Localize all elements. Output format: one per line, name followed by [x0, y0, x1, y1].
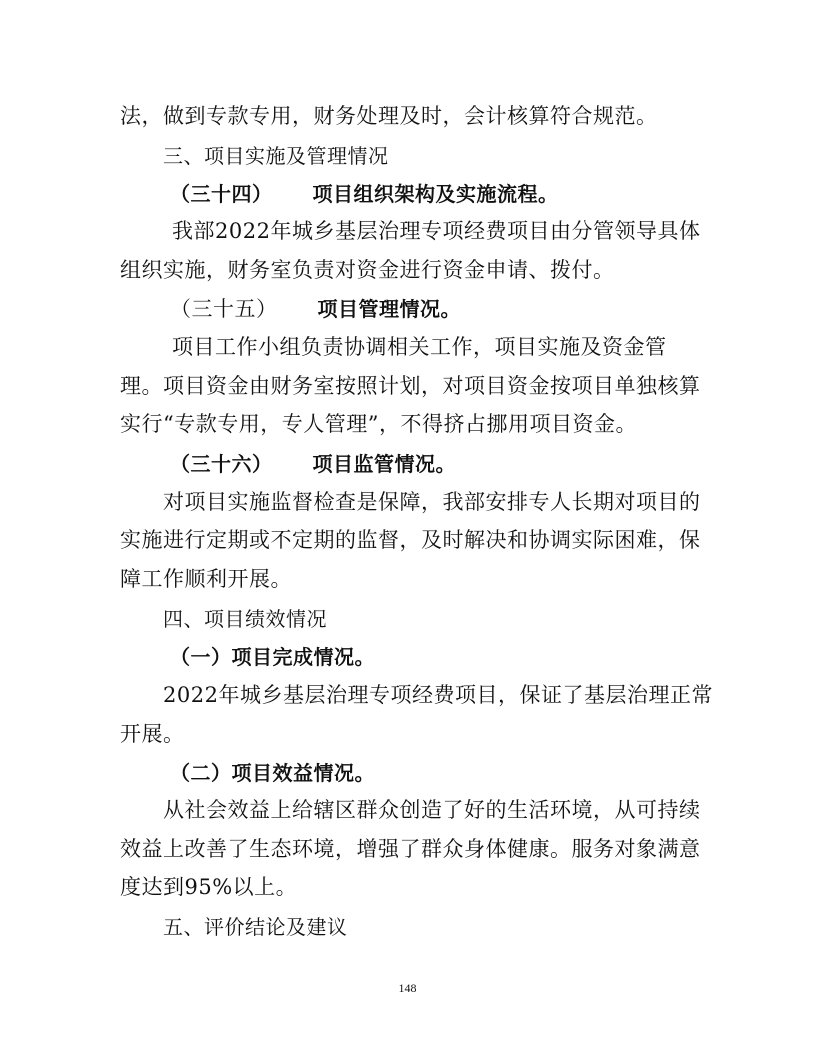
body-text-line: 从社会效益上给辖区群众创造了好的生活环境，从可持续 [163, 798, 701, 822]
section-heading: 五、评价结论及建议 [163, 915, 348, 939]
body-text-line: 2022年城乡基层治理专项经费项目，保证了基层治理正常 [163, 683, 713, 707]
subsection-heading [170, 181, 559, 207]
body-text-line: 开展。 [120, 722, 185, 746]
body-text-line: 组织实施，财务室负责对资金进行资金申请、拨付。 [120, 258, 615, 282]
body-text-line: 障工作顺利开展。 [120, 567, 292, 591]
body-text-line: 效益上改善了生态环境，增强了群众身体健康。服务对象满意 [120, 837, 701, 861]
body-text-line: 对项目实施监督检查是保障，我部安排专人长期对项目的 [163, 490, 701, 514]
subsection-number: （三十四） [170, 182, 273, 206]
body-text-line: 我部2022年城乡基层治理专项经费项目由分管领导具体 [172, 219, 701, 243]
subsection-heading [170, 296, 461, 322]
subsection-title: 项目监管情况。 [312, 452, 456, 476]
subsection-title: 项目组织架构及实施流程。 [312, 182, 559, 206]
subsection-heading: （二）项目效益情况。 [170, 761, 375, 785]
body-text-line: 实行“专款专用，专人管理”，不得挤占挪用项目资金。 [120, 412, 637, 436]
body-text-line: 理。项目资金由财务室按照计划，对项目资金按项目单独核算 [120, 374, 701, 398]
section-heading: 四、项目绩效情况 [163, 607, 327, 631]
section-heading: 三、项目实施及管理情况 [163, 144, 389, 168]
subsection-title: 项目管理情况。 [317, 297, 461, 321]
subsection-heading [170, 451, 456, 477]
subsection-heading: （一）项目完成情况。 [170, 645, 375, 669]
body-text-line: 实施进行定期或不定期的监督，及时解决和协调实际困难，保 [120, 528, 701, 552]
body-text-line: 法，做到专款专用，财务处理及时，会计核算符合规范。 [120, 104, 658, 128]
body-text-line: 项目工作小组负责协调相关工作，项目实施及资金管 [172, 335, 667, 359]
subsection-number: （三十五） [170, 297, 278, 321]
page-number: 148 [398, 981, 417, 995]
body-text-line: 度达到95%以上。 [120, 875, 298, 899]
subsection-number: （三十六） [170, 452, 273, 476]
